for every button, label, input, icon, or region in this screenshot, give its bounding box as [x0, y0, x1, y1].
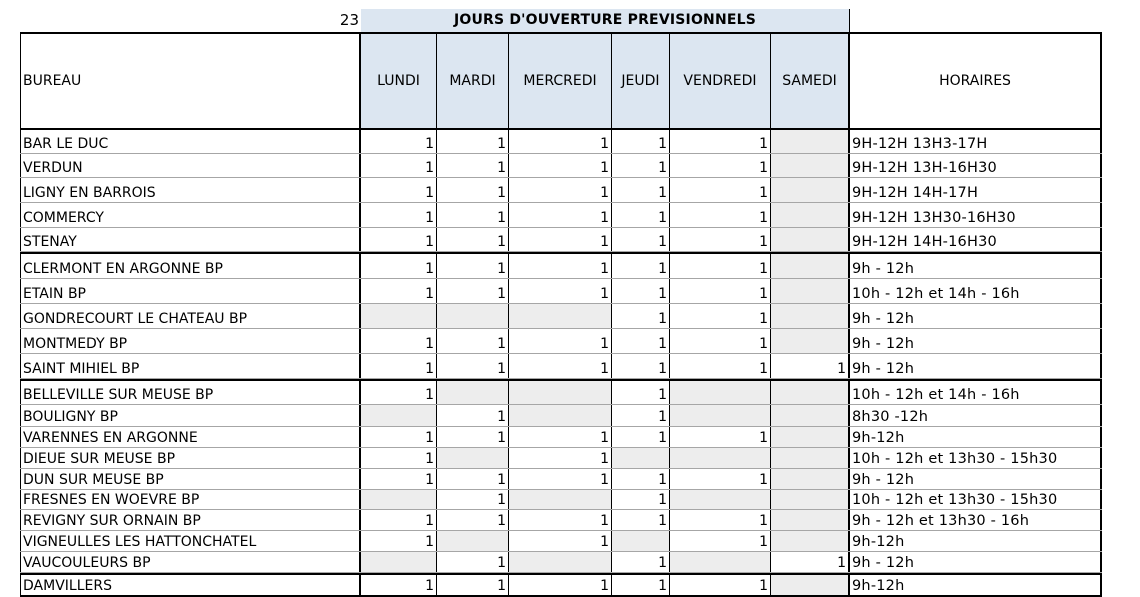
jeudi-cell[interactable]: 1	[612, 304, 670, 328]
vendredi-cell[interactable]: 1	[670, 279, 771, 303]
mercredi-cell[interactable]: 1	[509, 130, 612, 153]
horaires-cell[interactable]: 9h-12h	[850, 575, 1102, 595]
bureau-cell[interactable]: DUN SUR MEUSE BP	[20, 469, 361, 489]
table-row	[20, 279, 1102, 304]
vendredi-cell[interactable]: 1	[670, 203, 771, 227]
vendredi-cell[interactable]: 1	[670, 510, 771, 530]
samedi-cell[interactable]	[771, 254, 850, 278]
jeudi-cell[interactable]: 1	[612, 354, 670, 378]
data-rows	[20, 130, 1102, 597]
header-row	[20, 32, 1102, 130]
bureau-cell[interactable]: VERDUN	[20, 154, 361, 177]
samedi-cell[interactable]	[771, 279, 850, 303]
vendredi-cell[interactable]	[670, 552, 771, 572]
header-vendredi[interactable]: VENDREDI	[670, 34, 771, 128]
samedi-cell[interactable]	[771, 228, 850, 251]
vendredi-cell[interactable]: 1	[670, 427, 771, 447]
horaires-cell[interactable]: 9h - 12h	[850, 304, 1102, 328]
table-row	[20, 203, 1102, 228]
lundi-cell[interactable]: 1	[361, 427, 437, 447]
jeudi-cell[interactable]: 1	[612, 490, 670, 509]
mercredi-cell[interactable]: 1	[509, 427, 612, 447]
horaires-cell[interactable]: 9h-12h	[850, 427, 1102, 447]
bureau-cell[interactable]: STENAY	[20, 228, 361, 251]
table-row	[20, 252, 1102, 279]
vendredi-cell[interactable]	[670, 381, 771, 404]
mercredi-cell[interactable]: 1	[509, 531, 612, 551]
samedi-cell[interactable]	[771, 531, 850, 551]
samedi-cell[interactable]	[771, 490, 850, 509]
lundi-cell[interactable]: 1	[361, 279, 437, 303]
vendredi-cell[interactable]: 1	[670, 130, 771, 153]
samedi-cell[interactable]	[771, 427, 850, 447]
mercredi-cell[interactable]: 1	[509, 469, 612, 489]
vendredi-cell[interactable]: 1	[670, 329, 771, 353]
lundi-cell[interactable]	[361, 552, 437, 572]
vendredi-cell[interactable]	[670, 490, 771, 509]
bureau-cell[interactable]: CLERMONT EN ARGONNE BP	[20, 254, 361, 278]
table-row	[20, 531, 1102, 552]
jeudi-cell[interactable]	[612, 448, 670, 468]
mardi-cell[interactable]: 1	[437, 469, 509, 489]
horaires-cell[interactable]: 9H-12H 13H3-17H	[850, 130, 1102, 153]
lundi-cell[interactable]: 1	[361, 329, 437, 353]
jeudi-cell[interactable]: 1	[612, 552, 670, 572]
horaires-cell[interactable]: 9h - 12h	[850, 469, 1102, 489]
jeudi-cell[interactable]	[612, 531, 670, 551]
table-row	[20, 469, 1102, 490]
vendredi-cell[interactable]	[670, 448, 771, 468]
table-row	[20, 448, 1102, 469]
lundi-cell[interactable]	[361, 490, 437, 509]
lundi-cell[interactable]: 1	[361, 510, 437, 530]
table-row	[20, 490, 1102, 510]
mardi-cell[interactable]: 1	[437, 329, 509, 353]
jeudi-cell[interactable]: 1	[612, 405, 670, 426]
vendredi-cell[interactable]: 1	[670, 304, 771, 328]
mercredi-cell[interactable]: 1	[509, 279, 612, 303]
lundi-cell[interactable]: 1	[361, 448, 437, 468]
mercredi-cell[interactable]: 1	[509, 254, 612, 278]
mardi-cell[interactable]: 1	[437, 254, 509, 278]
lundi-cell[interactable]: 1	[361, 575, 437, 595]
jeudi-cell[interactable]: 1	[612, 381, 670, 404]
samedi-cell[interactable]	[771, 575, 850, 595]
horaires-cell[interactable]: 10h - 12h et 14h - 16h	[850, 381, 1102, 404]
horaires-cell[interactable]: 9h - 12h	[850, 552, 1102, 572]
horaires-cell[interactable]: 9h - 12h	[850, 329, 1102, 353]
bureau-cell[interactable]: SAINT MIHIEL BP	[20, 354, 361, 378]
header-lundi[interactable]: LUNDI	[361, 34, 437, 128]
table-row	[20, 405, 1102, 427]
bureau-cell[interactable]: BAR LE DUC	[20, 130, 361, 153]
mercredi-cell[interactable]: 1	[509, 228, 612, 251]
jeudi-cell[interactable]: 1	[612, 228, 670, 251]
bureau-cell[interactable]: FRESNES EN WOEVRE BP	[20, 490, 361, 509]
table-row	[20, 573, 1102, 597]
blank-cell[interactable]	[850, 9, 1102, 32]
lundi-cell[interactable]	[361, 405, 437, 426]
table-row	[20, 354, 1102, 379]
bureau-cell[interactable]: MONTMEDY BP	[20, 329, 361, 353]
mercredi-cell[interactable]	[509, 381, 612, 404]
samedi-cell[interactable]	[771, 510, 850, 530]
mardi-cell[interactable]	[437, 448, 509, 468]
bureau-cell[interactable]: DAMVILLERS	[20, 575, 361, 595]
row-count-cell[interactable]: 23	[339, 11, 359, 29]
mardi-cell[interactable]: 1	[437, 354, 509, 378]
lundi-cell[interactable]: 1	[361, 130, 437, 153]
jeudi-cell[interactable]: 1	[612, 510, 670, 530]
mardi-cell[interactable]: 1	[437, 405, 509, 426]
horaires-cell[interactable]: 9H-12H 14H-17H	[850, 178, 1102, 202]
jeudi-cell[interactable]: 1	[612, 178, 670, 202]
vendredi-cell[interactable]: 1	[670, 254, 771, 278]
mardi-cell[interactable]: 1	[437, 178, 509, 202]
lundi-cell[interactable]: 1	[361, 469, 437, 489]
mardi-cell[interactable]: 1	[437, 279, 509, 303]
lundi-cell[interactable]: 1	[361, 381, 437, 404]
table-row	[20, 510, 1102, 531]
jeudi-cell[interactable]: 1	[612, 329, 670, 353]
vendredi-cell[interactable]: 1	[670, 575, 771, 595]
horaires-cell[interactable]: 8h30 -12h	[850, 405, 1102, 426]
table-row	[20, 304, 1102, 329]
title-row	[20, 9, 1102, 32]
horaires-cell[interactable]: 10h - 12h et 14h - 16h	[850, 279, 1102, 303]
lundi-cell[interactable]: 1	[361, 254, 437, 278]
mercredi-cell[interactable]	[509, 552, 612, 572]
mardi-cell[interactable]: 1	[437, 228, 509, 251]
samedi-cell[interactable]	[771, 178, 850, 202]
horaires-cell[interactable]: 10h - 12h et 13h30 - 15h30	[850, 490, 1102, 509]
mardi-cell[interactable]: 1	[437, 154, 509, 177]
samedi-cell[interactable]	[771, 329, 850, 353]
bureau-cell[interactable]: VARENNES EN ARGONNE	[20, 427, 361, 447]
horaires-cell[interactable]: 9h - 12h	[850, 254, 1102, 278]
header-samedi[interactable]: SAMEDI	[771, 34, 850, 128]
header-mercredi[interactable]: MERCREDI	[509, 34, 612, 128]
bureau-cell[interactable]: REVIGNY SUR ORNAIN BP	[20, 510, 361, 530]
samedi-cell[interactable]	[771, 469, 850, 489]
header-horaires[interactable]: HORAIRES	[850, 34, 1102, 128]
samedi-cell[interactable]	[771, 405, 850, 426]
lundi-cell[interactable]: 1	[361, 178, 437, 202]
samedi-cell[interactable]	[771, 130, 850, 153]
jeudi-cell[interactable]: 1	[612, 427, 670, 447]
mercredi-cell[interactable]: 1	[509, 329, 612, 353]
horaires-cell[interactable]: 9h - 12h et 13h30 - 16h	[850, 510, 1102, 530]
lundi-cell[interactable]: 1	[361, 154, 437, 177]
mardi-cell[interactable]	[437, 531, 509, 551]
horaires-cell[interactable]: 10h - 12h et 13h30 - 15h30	[850, 448, 1102, 468]
horaires-cell[interactable]: 9H-12H 14H-16H30	[850, 228, 1102, 251]
table-row	[20, 427, 1102, 448]
samedi-cell[interactable]	[771, 203, 850, 227]
mardi-cell[interactable]: 1	[437, 427, 509, 447]
table-row	[20, 178, 1102, 203]
mardi-cell[interactable]	[437, 304, 509, 328]
horaires-cell[interactable]: 9h - 12h	[850, 354, 1102, 378]
samedi-cell[interactable]	[771, 304, 850, 328]
bureau-cell[interactable]: VAUCOULEURS BP	[20, 552, 361, 572]
bureau-cell[interactable]: ETAIN BP	[20, 279, 361, 303]
jeudi-cell[interactable]: 1	[612, 469, 670, 489]
bureau-cell[interactable]: VIGNEULLES LES HATTONCHATEL	[20, 531, 361, 551]
mercredi-cell[interactable]: 1	[509, 178, 612, 202]
schedule-sheet	[20, 9, 1102, 597]
table-row	[20, 379, 1102, 405]
mardi-cell[interactable]: 1	[437, 490, 509, 509]
table-row	[20, 228, 1102, 252]
samedi-cell[interactable]	[771, 381, 850, 404]
horaires-cell[interactable]: 9h-12h	[850, 531, 1102, 551]
horaires-cell[interactable]: 9H-12H 13H30-16H30	[850, 203, 1102, 227]
lundi-cell[interactable]: 1	[361, 228, 437, 251]
bureau-cell[interactable]: COMMERCY	[20, 203, 361, 227]
mercredi-cell[interactable]: 1	[509, 575, 612, 595]
table-row	[20, 552, 1102, 573]
vendredi-cell[interactable]: 1	[670, 354, 771, 378]
mercredi-cell[interactable]	[509, 405, 612, 426]
vendredi-cell[interactable]: 1	[670, 531, 771, 551]
mercredi-cell[interactable]: 1	[509, 154, 612, 177]
vendredi-cell[interactable]: 1	[670, 178, 771, 202]
jeudi-cell[interactable]: 1	[612, 130, 670, 153]
bureau-cell[interactable]: BOULIGNY BP	[20, 405, 361, 426]
samedi-cell[interactable]: 1	[771, 552, 850, 572]
table-row	[20, 130, 1102, 154]
mercredi-cell[interactable]: 1	[509, 354, 612, 378]
lundi-cell[interactable]: 1	[361, 354, 437, 378]
jeudi-cell[interactable]: 1	[612, 254, 670, 278]
mardi-cell[interactable]: 1	[437, 203, 509, 227]
samedi-cell[interactable]: 1	[771, 354, 850, 378]
horaires-cell[interactable]: 9H-12H 13H-16H30	[850, 154, 1102, 177]
mardi-cell[interactable]: 1	[437, 510, 509, 530]
header-jeudi[interactable]: JEUDI	[612, 34, 670, 128]
vendredi-cell[interactable]: 1	[670, 469, 771, 489]
bureau-cell[interactable]: DIEUE SUR MEUSE BP	[20, 448, 361, 468]
header-bureau[interactable]: BUREAU	[20, 34, 361, 128]
sheet-title[interactable]: JOURS D'OUVERTURE PREVISIONNELS	[361, 9, 850, 32]
mercredi-cell[interactable]: 1	[509, 510, 612, 530]
header-mardi[interactable]: MARDI	[437, 34, 509, 128]
mercredi-cell[interactable]: 1	[509, 203, 612, 227]
bureau-cell[interactable]: LIGNY EN BARROIS	[20, 178, 361, 202]
mercredi-cell[interactable]: 1	[509, 448, 612, 468]
vendredi-cell[interactable]	[670, 405, 771, 426]
bureau-cell[interactable]: GONDRECOURT LE CHATEAU BP	[20, 304, 361, 328]
table-row	[20, 329, 1102, 354]
jeudi-cell[interactable]: 1	[612, 575, 670, 595]
vendredi-cell[interactable]: 1	[670, 228, 771, 251]
mardi-cell[interactable]: 1	[437, 130, 509, 153]
lundi-cell[interactable]: 1	[361, 203, 437, 227]
lundi-cell[interactable]: 1	[361, 531, 437, 551]
mardi-cell[interactable]: 1	[437, 575, 509, 595]
mercredi-cell[interactable]	[509, 304, 612, 328]
table-row	[20, 154, 1102, 178]
mardi-cell[interactable]: 1	[437, 552, 509, 572]
samedi-cell[interactable]	[771, 154, 850, 177]
samedi-cell[interactable]	[771, 448, 850, 468]
mardi-cell[interactable]	[437, 381, 509, 404]
lundi-cell[interactable]	[361, 304, 437, 328]
mercredi-cell[interactable]	[509, 490, 612, 509]
bureau-cell[interactable]: BELLEVILLE SUR MEUSE BP	[20, 381, 361, 404]
vendredi-cell[interactable]: 1	[670, 154, 771, 177]
jeudi-cell[interactable]: 1	[612, 203, 670, 227]
jeudi-cell[interactable]: 1	[612, 154, 670, 177]
jeudi-cell[interactable]: 1	[612, 279, 670, 303]
